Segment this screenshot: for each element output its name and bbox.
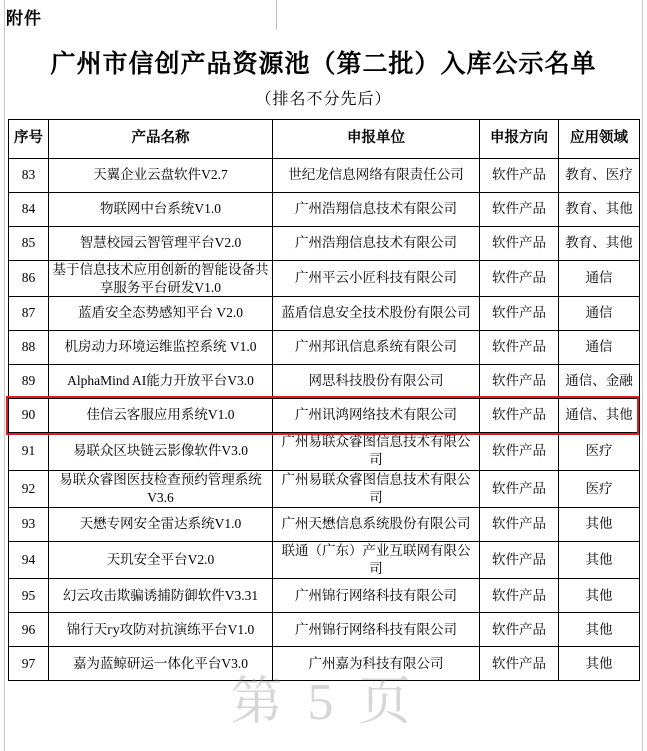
cell-no: 87 <box>9 297 49 331</box>
table-row <box>9 433 640 470</box>
cell-no: 88 <box>9 331 49 365</box>
cell-direction: 软件产品 <box>480 399 559 433</box>
cell-organization: 广州邦讯信息系统有限公司 <box>273 331 480 365</box>
cell-no: 86 <box>9 261 49 297</box>
cell-product-name: 易联众睿图医技检查预约管理系统V3.6 <box>49 470 273 507</box>
cell-organization: 广州浩翔信息技术有限公司 <box>273 227 480 261</box>
cell-no: 84 <box>9 193 49 227</box>
cell-no: 85 <box>9 227 49 261</box>
table-header <box>9 120 640 159</box>
cell-direction: 软件产品 <box>480 470 559 507</box>
cell-direction: 软件产品 <box>480 647 559 681</box>
table-body <box>9 159 640 681</box>
cell-no: 93 <box>9 507 49 541</box>
column-header-field: 应用领域 <box>559 120 640 159</box>
cell-organization: 广州嘉为科技有限公司 <box>273 647 480 681</box>
table-row <box>9 261 640 297</box>
cell-no: 83 <box>9 159 49 193</box>
cell-product-name: 天玑安全平台V2.0 <box>49 541 273 578</box>
table-row <box>9 297 640 331</box>
column-header-organization: 申报单位 <box>273 120 480 159</box>
cell-product-name: 佳信云客服应用系统V1.0 <box>49 399 273 433</box>
cell-direction: 软件产品 <box>480 433 559 470</box>
cell-field: 医疗 <box>559 470 640 507</box>
table-row <box>9 193 640 227</box>
table-row-highlighted <box>9 365 640 399</box>
cell-field: 其他 <box>559 541 640 578</box>
cell-organization: 广州天懋信息系统股份有限公司 <box>273 507 480 541</box>
cell-field: 通信、金融 <box>559 365 640 399</box>
cell-direction: 软件产品 <box>480 159 559 193</box>
cell-organization: 蓝盾信息安全技术股份有限公司 <box>273 297 480 331</box>
cell-product-name: 机房动力环境运维监控系统 V1.0 <box>49 331 273 365</box>
table-header-row <box>9 120 640 159</box>
table-row <box>9 541 640 578</box>
cell-organization: 广州讯鸿网络技术有限公司 <box>273 399 480 433</box>
table-row <box>9 507 640 541</box>
table-row <box>9 647 640 681</box>
cell-field: 通信 <box>559 297 640 331</box>
cell-direction: 软件产品 <box>480 193 559 227</box>
cell-field: 通信 <box>559 331 640 365</box>
cell-direction: 软件产品 <box>480 613 559 647</box>
cell-organization: 广州锦行网络科技有限公司 <box>273 613 480 647</box>
column-header-direction: 申报方向 <box>480 120 559 159</box>
cell-field: 其他 <box>559 507 640 541</box>
attachment-label: 附件 <box>6 9 42 28</box>
cell-direction: 软件产品 <box>480 331 559 365</box>
table-row <box>9 227 640 261</box>
cell-no: 97 <box>9 647 49 681</box>
page-title: 广州市信创产品资源池（第二批）入库公示名单 <box>50 51 597 78</box>
cell-field: 其他 <box>559 613 640 647</box>
cell-no: 95 <box>9 579 49 613</box>
page-border-left <box>4 0 5 751</box>
cell-product-name: 锦行天гу攻防对抗演练平台V1.0 <box>49 613 273 647</box>
cell-product-name: 幻云攻击欺骗诱捕防御软件V3.31 <box>49 579 273 613</box>
page-watermark: 第 5 页 <box>230 674 417 731</box>
cell-product-name: 天翼企业云盘软件V2.7 <box>49 159 273 193</box>
cell-direction: 软件产品 <box>480 541 559 578</box>
cell-organization: 联通（广东）产业互联网有限公司 <box>273 541 480 578</box>
header-divider <box>276 0 277 30</box>
cell-product-name: 智慧校园云智管理平台V2.0 <box>49 227 273 261</box>
cell-field: 通信、其他 <box>559 399 640 433</box>
cell-no: 92 <box>9 470 49 507</box>
cell-organization: 广州平云小匠科技有限公司 <box>273 261 480 297</box>
page-subtitle: （排名不分先后） <box>255 91 392 108</box>
cell-direction: 软件产品 <box>480 261 559 297</box>
table-row <box>9 159 640 193</box>
cell-product-name: 嘉为蓝鲸研运一体化平台V3.0 <box>49 647 273 681</box>
cell-no: 89 <box>9 365 49 399</box>
cell-product-name: 物联网中台系统V1.0 <box>49 193 273 227</box>
cell-field: 通信 <box>559 261 640 297</box>
cell-organization: 广州易联众睿图信息技术有限公司 <box>273 470 480 507</box>
cell-direction: 软件产品 <box>480 365 559 399</box>
table-row <box>9 399 640 433</box>
cell-no: 96 <box>9 613 49 647</box>
cell-organization: 广州锦行网络科技有限公司 <box>273 579 480 613</box>
cell-product-name: 易联众区块链云影像软件V3.0 <box>49 433 273 470</box>
cell-no: 91 <box>9 433 49 470</box>
cell-product-name: 基于信息技术应用创新的智能设备共享服务平台研发V1.0 <box>49 261 273 297</box>
cell-organization: 世纪龙信息网络有限责任公司 <box>273 159 480 193</box>
page-border-right <box>642 0 643 751</box>
table-row <box>9 579 640 613</box>
column-header-no: 序号 <box>9 120 49 159</box>
cell-field: 其他 <box>559 579 640 613</box>
cell-direction: 软件产品 <box>480 227 559 261</box>
cell-organization: 广州易联众睿图信息技术有限公司 <box>273 433 480 470</box>
cell-field: 教育、其他 <box>559 227 640 261</box>
cell-organization: 网思科技股份有限公司 <box>273 365 480 399</box>
cell-field: 其他 <box>559 647 640 681</box>
cell-field: 医疗 <box>559 433 640 470</box>
product-table <box>8 119 640 681</box>
table-row <box>9 613 640 647</box>
cell-product-name: 蓝盾安全态势感知平台 V2.0 <box>49 297 273 331</box>
cell-direction: 软件产品 <box>480 297 559 331</box>
cell-direction: 软件产品 <box>480 507 559 541</box>
document-body <box>8 30 639 681</box>
column-header-product-name: 产品名称 <box>49 120 273 159</box>
cell-product-name: 天懋专网安全雷达系统V1.0 <box>49 507 273 541</box>
cell-organization: 广州浩翔信息技术有限公司 <box>273 193 480 227</box>
cell-direction: 软件产品 <box>480 579 559 613</box>
cell-field: 教育、医疗 <box>559 159 640 193</box>
cell-no: 90 <box>9 399 49 433</box>
cell-product-name: AlphaMind AI能力开放平台V3.0 <box>49 365 273 399</box>
table-row <box>9 331 640 365</box>
table-row <box>9 470 640 507</box>
cell-field: 教育、其他 <box>559 193 640 227</box>
cell-no: 94 <box>9 541 49 578</box>
